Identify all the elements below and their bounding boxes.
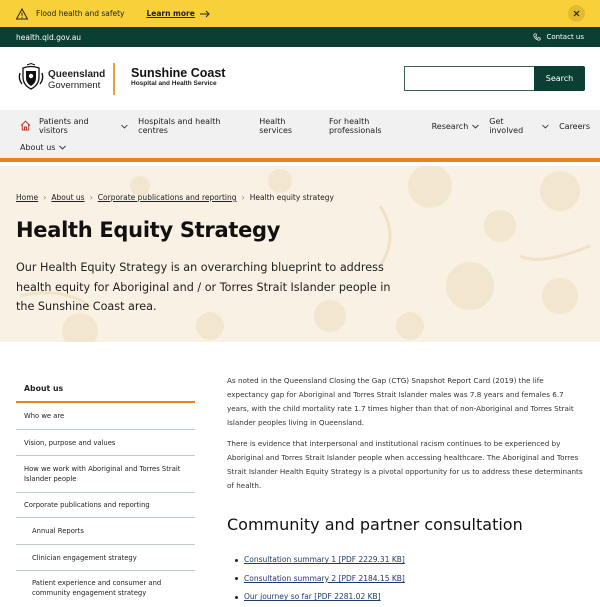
page-title: Health Equity Strategy	[16, 218, 281, 242]
chevron-right-icon: ›	[241, 193, 245, 202]
chevron-right-icon: ›	[43, 193, 47, 202]
sidebar-item-vision[interactable]	[16, 430, 195, 456]
search-input[interactable]	[404, 66, 535, 91]
home-icon	[20, 120, 31, 131]
site-link[interactable]: health.qld.gov.au	[16, 32, 82, 42]
section-sidebar	[16, 375, 195, 603]
breadcrumb	[16, 193, 334, 202]
breadcrumb-home[interactable]: Home	[16, 193, 39, 202]
doc-link-consultation-summary-1[interactable]: Consultation summary 1 [PDF 2229.31 KB]	[244, 555, 405, 565]
sidebar-item-annual-reports[interactable]	[16, 518, 195, 545]
nav-get-involved[interactable]	[489, 117, 549, 135]
sidebar-item-clinician-engagement[interactable]	[16, 545, 195, 571]
chevron-down-icon	[59, 145, 66, 150]
learn-more-link[interactable]	[146, 9, 209, 18]
chevron-down-icon	[121, 124, 128, 129]
sidebar-item-label: Corporate publications and reporting	[24, 501, 150, 509]
chevron-right-icon: ›	[89, 193, 93, 202]
close-icon	[573, 10, 580, 17]
alert-text: Flood health and safety	[36, 9, 125, 18]
nav-label: Research	[431, 121, 469, 131]
search-button[interactable]: Search	[534, 66, 585, 91]
list-item	[235, 570, 405, 589]
doc-link-consultation-summary-2[interactable]: Consultation summary 2 [PDF 2184.15 KB]	[244, 573, 405, 583]
sidebar-item-label: Annual Reports	[32, 527, 84, 535]
queensland-crest-logo[interactable]	[17, 63, 45, 91]
breadcrumb-about-us[interactable]: About us	[51, 193, 85, 202]
document-list	[235, 551, 405, 607]
chevron-down-icon	[472, 124, 479, 129]
alert-bar	[0, 0, 600, 27]
main-navigation	[0, 110, 600, 162]
nav-label: Hospitals and health centres	[138, 117, 221, 135]
hhs-logo[interactable]	[131, 66, 225, 88]
nav-label: About us	[20, 143, 56, 152]
sidebar-item-who-we-are[interactable]	[16, 403, 195, 430]
nav-health-services[interactable]	[259, 117, 319, 135]
sidebar-item-label: Who we are	[24, 412, 65, 420]
gov-line1: Queensland	[48, 69, 106, 80]
doc-link-our-journey[interactable]: Our journey so far [PDF 2281.02 KB]	[244, 592, 381, 602]
nav-label: Health services	[259, 117, 293, 135]
sidebar-item-corporate-publications[interactable]	[16, 493, 195, 518]
close-alert-button[interactable]	[568, 5, 585, 22]
sidebar-item-how-we-work[interactable]	[16, 456, 195, 493]
main-content	[227, 374, 587, 602]
breadcrumb-current: Health equity strategy	[249, 193, 334, 202]
hhs-title: Sunshine Coast	[131, 66, 226, 80]
nav-label: Patients and visitors	[39, 117, 89, 135]
nav-hospitals[interactable]	[138, 117, 249, 135]
queensland-government-wordmark	[48, 69, 105, 91]
nav-label: Careers	[559, 121, 590, 131]
nav-health-professionals[interactable]	[329, 117, 422, 135]
contact-us-link[interactable]	[533, 33, 584, 41]
sidebar-item-label: Vision, purpose and values	[24, 438, 116, 447]
nav-careers[interactable]	[559, 122, 590, 131]
logo-divider	[113, 63, 115, 95]
page-lead: Our Health Equity Strategy is an overarching blueprint to address health equity for Aboriginal and / or Torres Strait Islander people in the Sunshine Coast area.	[16, 261, 391, 313]
intro-paragraph-2: There is evidence that interpersonal and institutional racism continues to be experienced by Aboriginal and Torres Strait Islander people when accessing healthcare. The Aboriginal and Torres Strait Islander Health Equity Strategy is a pivotal opportunity for us to address these determinants of health.	[227, 439, 583, 490]
sidebar-item-label: How we work with Aboriginal and Torres Strait Islander people	[24, 465, 181, 483]
list-item	[235, 588, 405, 607]
hhs-subtitle: Hospital and Health Service	[131, 80, 217, 87]
sidebar-heading[interactable]: About us	[16, 375, 195, 403]
home-nav-link[interactable]	[20, 120, 31, 133]
section-heading-consultation: Community and partner consultation	[227, 515, 523, 534]
phone-icon	[533, 33, 541, 41]
breadcrumb-corporate-publications[interactable]: Corporate publications and reporting	[97, 193, 237, 202]
nav-research[interactable]	[432, 122, 480, 131]
site-header	[0, 47, 600, 110]
nav-label: For health professionals	[328, 117, 382, 135]
sidebar-item-label: Clinician engagement strategy	[32, 553, 137, 562]
gov-line2: Government	[48, 80, 101, 91]
nav-about-us[interactable]	[20, 143, 66, 152]
list-item	[235, 551, 405, 570]
learn-more-label: Learn more	[146, 9, 195, 18]
chevron-down-icon	[542, 124, 549, 129]
nav-label: Get involved	[489, 117, 524, 135]
sidebar-item-patient-experience[interactable]	[16, 571, 195, 603]
pre-header	[0, 27, 600, 47]
nav-patients-and-visitors[interactable]	[39, 117, 128, 135]
intro-paragraph-1: As noted in the Queensland Closing the Gap (CTG) Snapshot Report Card (2019) the life expectancy gap for Aboriginal and Torres Strait Islander males was 7.8 years and females 6.7 years, with the child mortality rate 1.7 times higher than that of non-Aboriginal and Torres Strait Islander peoples living in Queensland.	[227, 376, 574, 427]
warning-icon	[16, 8, 28, 20]
contact-us-label: Contact us	[546, 33, 584, 41]
arrow-right-icon	[200, 10, 210, 18]
sidebar-item-label: Patient experience and consumer and community engagement strategy	[32, 579, 162, 597]
page-banner	[0, 166, 600, 342]
